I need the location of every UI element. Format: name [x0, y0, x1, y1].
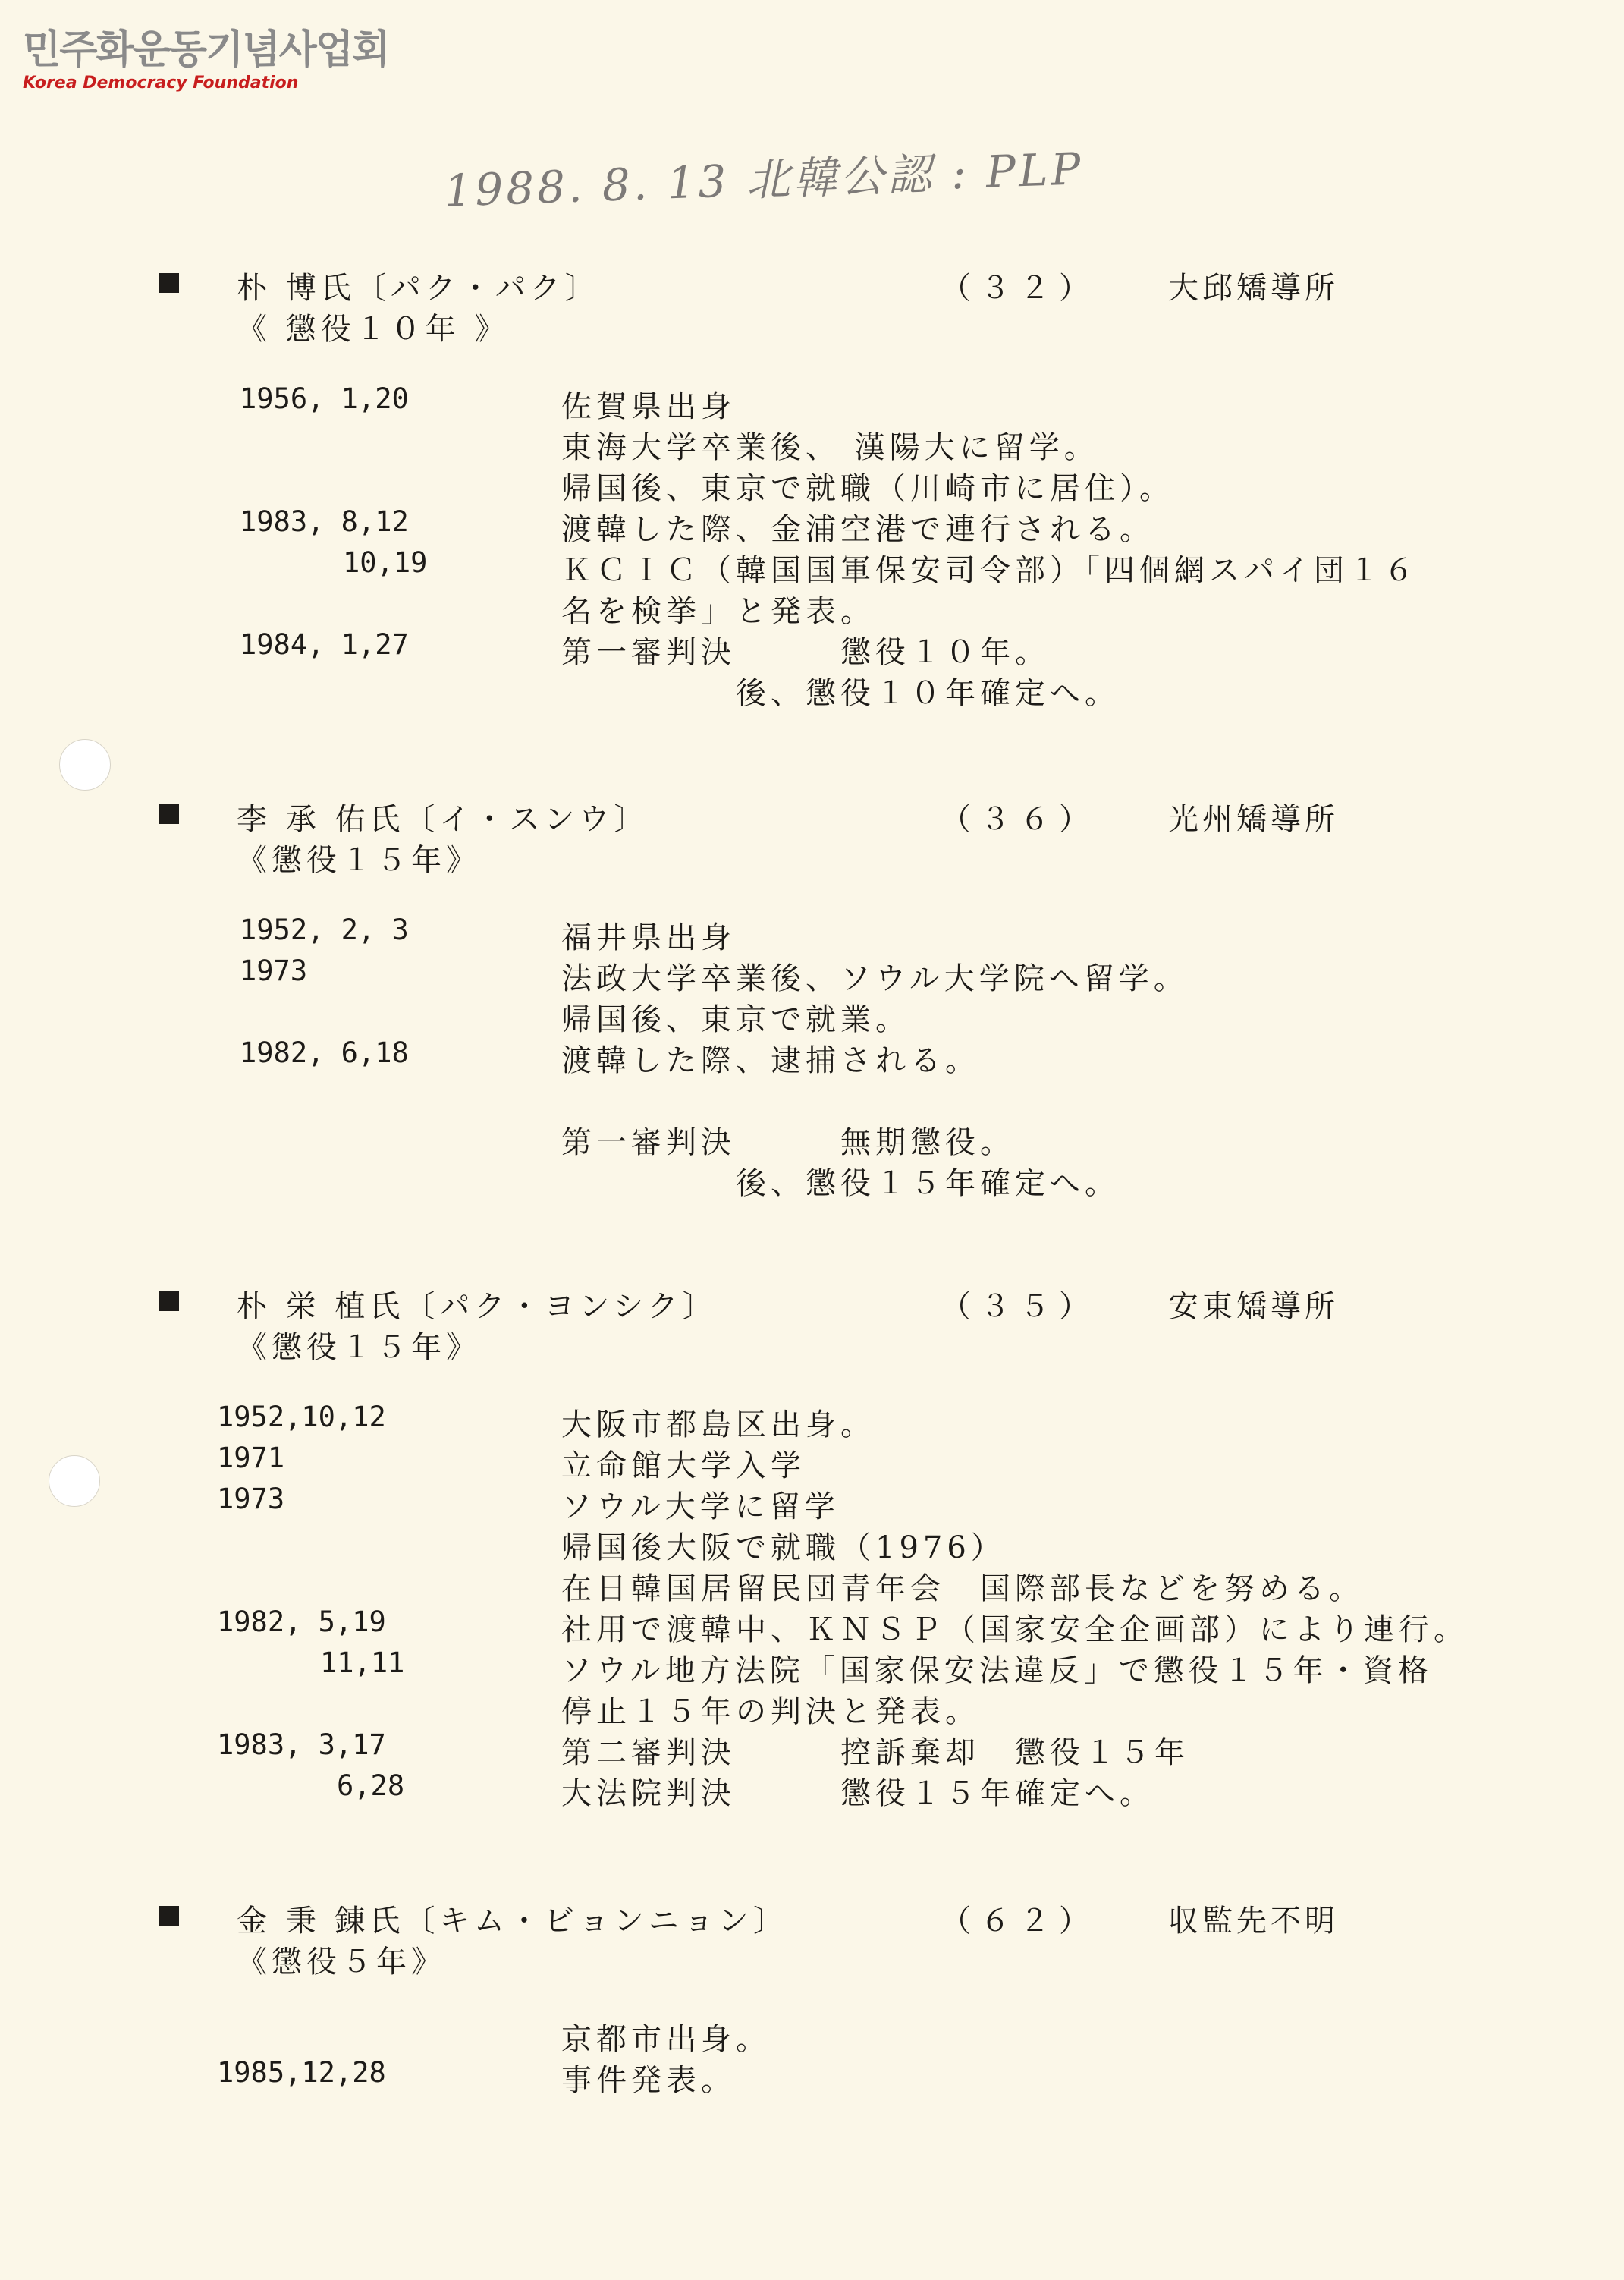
timeline-row: [0, 1605, 1624, 1646]
bullet-square-icon: [159, 273, 179, 293]
row-text: 後、懲役１０年確定へ。: [561, 676, 1120, 711]
entry-name: 朴 栄 植氏〔パク・ヨンシク〕: [237, 1289, 718, 1324]
row-date: 1956, 1,20: [240, 382, 409, 415]
row-text: 法政大学卒業後、ソウル大学院へ留学。: [561, 961, 1189, 996]
entry-header: [0, 795, 1624, 837]
timeline-row: [0, 1687, 1624, 1728]
timeline-row: [0, 954, 1624, 995]
timeline-row: [0, 669, 1624, 710]
timeline-row: [0, 1524, 1624, 1565]
timeline-row: [0, 464, 1624, 505]
row-text: 立命館大学入学: [561, 1448, 806, 1483]
row-text: 社用で渡韓中、ＫＮＳＰ（国家安全企画部）により連行。: [561, 1612, 1469, 1647]
timeline-row: [0, 423, 1624, 464]
logo-english-text: Korea Democracy Foundation: [23, 74, 299, 93]
row-text: 後、懲役１５年確定へ。: [561, 1166, 1120, 1201]
entry-sentence: 《懲役１５年》: [237, 1330, 481, 1365]
timeline-row: [0, 914, 1624, 954]
entry-sentence: 《懲役１５年》: [237, 843, 481, 878]
timeline-row: [0, 1401, 1624, 1442]
entry-prison: 大邱矯導所: [1168, 271, 1339, 306]
timeline-row: [0, 2015, 1624, 2056]
row-date: 1952,10,12: [217, 1401, 386, 1433]
entry-header: [0, 1897, 1624, 1939]
entry-age: （３２）: [941, 271, 1098, 306]
timeline-row: [0, 382, 1624, 423]
entry-prison: 安東矯導所: [1168, 1289, 1339, 1324]
row-text: ソウル地方法院「国家保安法違反」で懲役１５年・資格: [561, 1653, 1433, 1688]
timeline-row: [0, 1036, 1624, 1077]
row-text: 第一審判決 懲役１０年。: [561, 635, 1050, 670]
timeline-row: [0, 628, 1624, 669]
foundation-logo: [23, 27, 388, 94]
timeline-row: [0, 2056, 1624, 2097]
row-date: 1984, 1,27: [240, 628, 409, 661]
row-date: 1985,12,28: [217, 2056, 386, 2089]
timeline-row: [0, 1159, 1624, 1200]
entry-age: （３６）: [941, 802, 1098, 837]
timeline-row: [0, 1646, 1624, 1687]
row-date: 1971: [217, 1442, 285, 1474]
row-date: 1973: [240, 954, 308, 987]
entry-age: （６２）: [941, 1904, 1098, 1939]
row-text: ソウル大学に留学: [561, 1489, 840, 1524]
row-text: 停止１５年の判決と発表。: [561, 1694, 980, 1729]
row-text: 第一審判決 無期懲役。: [561, 1125, 1015, 1160]
row-text: 京都市出身。: [561, 2022, 771, 2057]
row-text: 名を検挙」と発表。: [561, 594, 875, 629]
row-text: 東海大学卒業後、 漢陽大に留学。: [561, 430, 1099, 465]
row-text: 大阪市都島区出身。: [561, 1407, 875, 1442]
entry-prison: 光州矯導所: [1168, 802, 1339, 837]
row-date: 1983, 3,17: [217, 1728, 386, 1761]
row-text: 第二審判決 控訴棄却 懲役１５年: [561, 1735, 1189, 1770]
entry-header: [0, 264, 1624, 306]
entry-age: （３５）: [941, 1289, 1098, 1324]
timeline-row: [0, 1118, 1624, 1159]
bullet-square-icon: [159, 804, 179, 824]
row-text: 佐賀県出身: [561, 389, 736, 424]
row-text: ＫＣＩＣ（韓国国軍保安司令部）「四個網スパイ団１６: [561, 553, 1418, 588]
entry-name: 李 承 佑氏〔イ・スンウ〕: [237, 802, 649, 837]
timeline-row: [0, 1728, 1624, 1769]
handwritten-note: 1988. 8. 13 北韓公認 : PLP: [443, 143, 1085, 217]
entry-sentence: 《 懲役１０年 》: [237, 312, 510, 347]
row-date: 1983, 8,12: [240, 505, 409, 538]
row-text: 事件発表。: [561, 2063, 736, 2098]
bullet-square-icon: [159, 1906, 179, 1926]
timeline-row: [0, 1442, 1624, 1483]
row-date: 1982, 5,19: [217, 1605, 386, 1638]
row-date: 1973: [217, 1483, 285, 1515]
bullet-square-icon: [159, 1291, 179, 1311]
timeline-row: [0, 587, 1624, 628]
row-text: 福井県出身: [561, 920, 736, 955]
timeline-row: [0, 505, 1624, 546]
row-text: 帰国後大阪で就職（1976）: [561, 1530, 1006, 1565]
binder-hole-top: [59, 739, 111, 791]
row-date: 6,28: [337, 1769, 405, 1802]
entry-name: 金 秉 錬氏〔キム・ビョンニョン〕: [237, 1904, 789, 1939]
row-text: 帰国後、東京で就職（川崎市に居住）。: [561, 471, 1174, 506]
timeline-row: [0, 1565, 1624, 1605]
entry-header: [0, 1282, 1624, 1324]
timeline-row: [0, 995, 1624, 1036]
row-date: 1952, 2, 3: [240, 914, 409, 946]
row-date: 11,11: [320, 1646, 405, 1679]
row-text: 渡韓した際、金浦空港で連行される。: [561, 512, 1154, 547]
row-text: 帰国後、東京で就業。: [561, 1002, 910, 1037]
timeline-row: [0, 546, 1624, 587]
row-text: 在日韓国居留民団青年会 国際部長などを努める。: [561, 1571, 1364, 1606]
entry-prison: 収監先不明: [1168, 1904, 1339, 1939]
timeline-row: [0, 1769, 1624, 1810]
timeline-row: [0, 1974, 1624, 2015]
timeline-row: [0, 1483, 1624, 1524]
row-text: 渡韓した際、逮捕される。: [561, 1043, 980, 1078]
row-date: 10,19: [343, 546, 428, 579]
logo-korean-text: 민주화운동기념사업회: [23, 27, 389, 73]
row-date: 1982, 6,18: [240, 1036, 409, 1069]
entry-sentence: 《懲役５年》: [237, 1945, 446, 1980]
entry-name: 朴 博氏〔パク・パク〕: [237, 271, 600, 306]
timeline-row: [0, 1077, 1624, 1118]
row-text: 大法院判決 懲役１５年確定へ。: [561, 1776, 1154, 1811]
